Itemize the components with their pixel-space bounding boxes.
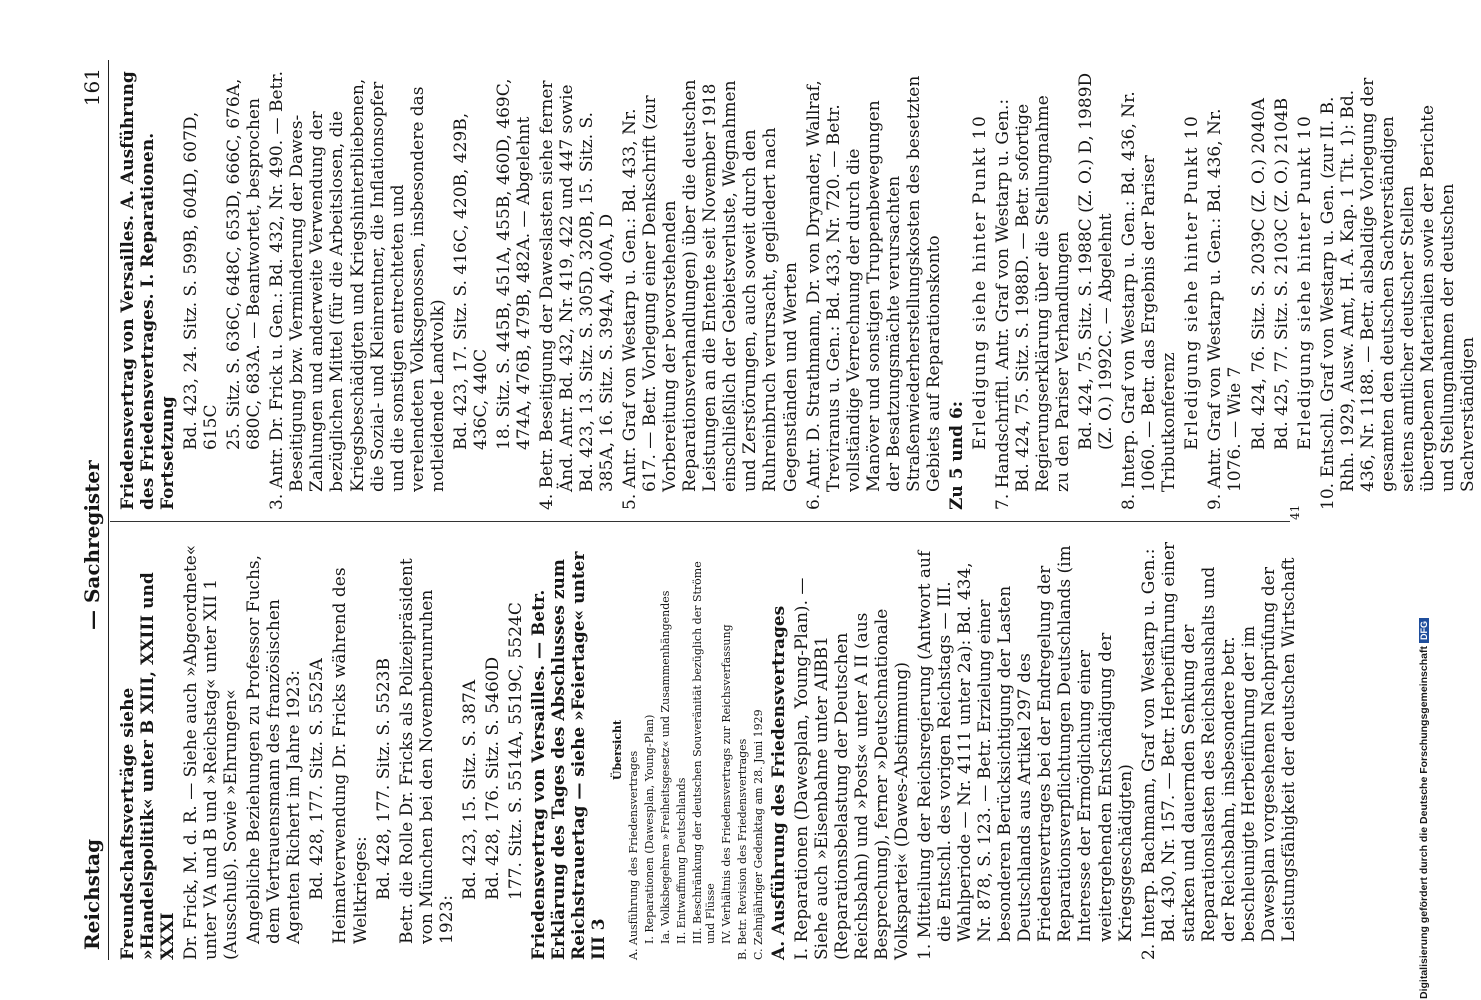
register-entry: IV. Verhältnis des Friedensvertrags zur Reichsverfassung <box>719 624 733 944</box>
register-entry: Friedensvertrag von Versailles. — Betr. Erklärung des Tages des Abschlusses zum Reichstrauertag — siehe »Feiertage« unter III 3 <box>528 551 610 960</box>
register-entry: 3. Antr. Dr. Frick u. Gen.: Bd. 432, Nr. 490. — Betr. Beseitigung bzw. Verminderung der Dawes-Zahlungen und anderweite Verwendung der bezüglichen Mittel (für die Arbeitslosen, die Kriegsbeschädigten und Kriegshinterbliebenen, die Sozial- und Kleinrentner, die Inflationsopfer und die sonstigen entrechteten und verelendeten Volksgenossen, insbesondere das notleidende Landvolk) <box>267 71 448 510</box>
column-separator <box>110 521 1290 522</box>
dfg-logo: DFG <box>1419 618 1429 643</box>
register-entry: 7. Handschriftl. Antr. Graf von Westarp u. Gen.: Bd. 424, 75. Sitz. S. 1988D. — Betr. sofortige Regierungserklärung über die Stellungnahme zu den Pariser Verhandlungen <box>992 95 1074 510</box>
register-entry: 25. Sitz. S. 636C, 648C, 653D, 666C, 676A, 680C, 683A. — Beantwortet, besprochen <box>224 78 265 450</box>
register-entry: Angebliche Beziehungen zu Professor Fuchs, dem Vertrauensmann des französischen Agenten Richert im Jahre 1923: <box>244 554 305 944</box>
register-entry: 6. Antr. D. Strathmann, Dr. von Dryander, Wallraf, Treviranus u. Gen.: Bd. 433, Nr. 720. — Betr. vollständige Verrechnung der durch die Manöver und sonstigen Truppenbewegungen der Besatzungsmächte verursachten Straßenwiederherstellungskosten des besetzten Gebiets auf Reparationskonto <box>803 75 944 510</box>
register-entry: Dr. Frick, M. d. R. — Siehe auch »Abgeordnete« unter VA und B und »Reichstag« unter XII 1 (Ausschuß). Sowie »Ehrungen« <box>181 544 242 960</box>
register-entry: Bd. 423, 15. Sitz. S. 387A <box>459 679 480 900</box>
register-entry: Bd. 424, 76. Sitz. S. 2039C (Z. O.) 2040A <box>1248 98 1269 450</box>
register-entry: Betr. die Rolle Dr. Fricks als Polizeipräsident von München bei den Novemberunruhen 1923: <box>396 558 457 944</box>
register-entry: Übersicht <box>611 719 625 781</box>
register-entry: 4. Betr. Beseitigung der Daweslasten siehe ferner Änd. Antr. Bd. 432, Nr. 419, 422 und 447 sowie Bd. 423, 13. Sitz. S. 305D, 320B, 15. Sitz. S. 385A, 16. Sitz. S. 394A, 400A, D <box>536 80 618 510</box>
header-title <box>80 460 104 630</box>
register-entry: 18. Sitz. S. 445B, 451A, 455B, 460D, 469C, 474A, 476B, 479B, 482A. — Abgelehnt <box>493 78 534 450</box>
footer-number: 41 <box>1288 504 1302 520</box>
header-dash: — <box>80 610 104 630</box>
page-number: 161 <box>80 68 104 107</box>
register-entry: Bd. 424, 75. Sitz. S. 1988C (Z. O.) D, 1989D (Z. O.) 1992C. — Abgelehnt <box>1076 72 1117 450</box>
register-entry: B. Betr. Revision des Friedensvertrages <box>735 738 749 960</box>
register-entry: 9. Antr. Graf von Westarp u. Gen.: Bd. 436, Nr. 1076. — Wie 7 <box>1205 108 1246 510</box>
register-entry: 5. Antr. Graf von Westarp u. Gen.: Bd. 433, Nr. 617. — Betr. Vorlegung einer Denkschrift (zur Vorbereitung der bevorstehenden Reparationsverhandlungen) über die deutschen Leistungen an die Entente seit November 1918 einschließlich der Gebietsverluste, Wegnahmen und Zerstörungen, auch soweit durch den Ruhreinbruch verursacht, gegliedert nach Gegenständen und Werten <box>620 79 801 510</box>
register-entry: Ia. Volksbegehren »Freiheitsgesetz« und Zusammenhängendes <box>658 590 672 944</box>
register-entry: Erledigung siehe hinter Punkt 10 <box>1182 114 1203 450</box>
page-header <box>70 60 104 960</box>
register-entry: 2. Interp. Bachmann, Graf von Westarp u. Gen.: Bd. 430, Nr. 157. — Betr. Herbeiführung einer starken und dauernden Senkung der Reparationslasten des Reichshaushalts und der Reichsbahn, insbesondere betr. beschleunigte Herbeiführung der im Dawesplan vorgesehenen Nachprüfung der Leistungsfähigkeit der deutschen Wirtschaft <box>1138 541 1299 960</box>
header-rule <box>108 60 109 960</box>
register-entry: 10. Entschl. Graf von Westarp u. Gen. (zur II. B. Rhh. 1929, Ausw. Amt, H. A. Kap. 1 Tit. 1): Bd. 436, Nr. 1188. — Betr. alsbaldige Vorlegung der gesamten den deutschen Sachverständigen seitens amtlicher deutscher Stellen übergebenen Materialien sowie der Berichte und Stellungnahmen der deutschen Sachverständigen <box>1317 77 1478 510</box>
register-entry: Heimatverwendung Dr. Fricks während des Weltkrieges: <box>330 567 371 944</box>
register-entry: A. Ausführung des Friedensvertrages <box>627 750 641 960</box>
register-entry: Erledigung siehe hinter Punkt 10 <box>1294 114 1315 450</box>
register-entry: Bd. 423, 24. Sitz. S. 599B, 604D, 607D, 615C <box>181 111 222 450</box>
register-entry: Bd. 423, 17. Sitz. S. 416C, 420B, 429B, 436C, 440C <box>450 112 491 450</box>
register-entry: 8. Interp. Graf von Westarp u. Gen.: Bd. 436, Nr. 1060. — Betr. das Ergebnis der Pariser Tributkonferenz <box>1119 91 1180 510</box>
register-entry: Friedensvertrag von Versailles. A. Ausführung des Friedensvertrages. I. Reparationen. Fortsetzung <box>118 71 179 510</box>
header-sachregister: Sachregister <box>80 460 104 604</box>
register-entry: Bd. 428, 177. Sitz. S. 5525A <box>307 658 328 900</box>
header-reichstag: Reichstag <box>80 838 104 950</box>
register-entry: Bd. 428, 177. Sitz. S. 5523B <box>373 658 394 900</box>
right-column <box>118 70 1481 510</box>
dfg-sidebar <box>1418 4 1434 999</box>
left-column <box>118 540 1302 960</box>
register-entry: Bd. 428, 176. Sitz. S. 5460D <box>482 656 503 900</box>
register-entry: Freundschaftsverträge siehe »Handelspolitik« unter B XIII, XXIII und XXXI <box>118 572 179 960</box>
register-entry: A. Ausführung des Friedensvertrages <box>768 605 789 960</box>
register-entry: I. Reparationen (Dawesplan, Young-Plan). —Siehe auch »Eisenbahne unter AIBB1 (Reparationsbelastung der Deutschen Reichsbahn) und »Posts« unter A II (aus Besprechung), ferner »Deutschnationale Volkspartei« (Dawes-Abstimmung) <box>791 577 913 960</box>
register-entry: 1. Mitteilung der Reichsregierung (Antwort auf die Entschl. des vorigen Reichstags — III. Wahlperiode — Nr. 4111 unter 2a): Bd. 434, Nr. 878, S. 123. — Betr. Erzielung einer besonderen Berücksichtigung der Lasten Deutschlands aus Artikel 297 des Friedensvertrages bei der Endregelung der Reparationsverpflichtungen Deutschlands (im Interesse der Ermöglichung einer weitergehenden Entschädigung der Kriegsgeschädigten) <box>915 545 1136 960</box>
register-entry: Bd. 425, 77. Sitz. S. 2103C (Z. O.) 2104B <box>1271 97 1292 450</box>
dfg-credit-text: Digitalisierung gefördert durch die Deutsche Forschungsgemeinschaft <box>1418 646 1430 999</box>
register-entry: II. Entwaffnung Deutschlands <box>674 777 688 944</box>
register-entry: C. Zehnjähriger Gedenktag am 28. Juni 1929 <box>751 709 765 960</box>
register-entry: Erledigung siehe hinter Punkt 10 <box>969 114 990 450</box>
register-entry: Zu 5 und 6: <box>946 400 967 510</box>
register-entry: III. Beschränkung der deutschen Souveränität bezüglich der Ströme und Flüsse <box>690 561 717 944</box>
register-entry: I. Reparationen (Dawesplan, Young-Plan) <box>643 714 657 944</box>
register-entry: 177. Sitz. S. 5514A, 5519C, 5524C <box>505 602 526 900</box>
